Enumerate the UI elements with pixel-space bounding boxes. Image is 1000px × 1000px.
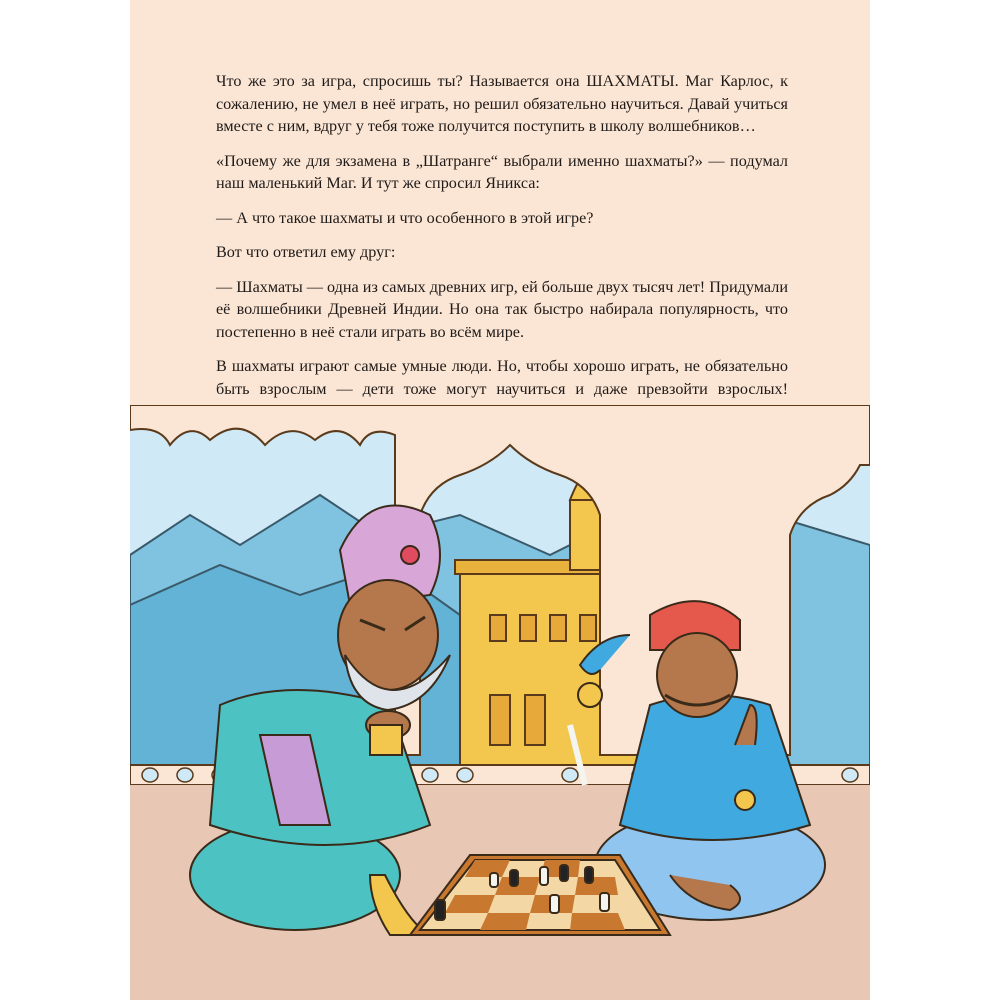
paragraph-4: Вот что ответил ему друг: [216, 243, 396, 261]
chess-players-illustration [130, 405, 870, 1000]
paragraph-2: «Почему же для экзамена в „Шатранге“ выбрали именно шахматы?» — подумал наш маленький Маг. И тут же спросил Яникса: [216, 151, 788, 192]
paragraph-5: — Шахматы — одна из самых древних игр, ей больше двух тысяч лет! Придумали её волшебники Древней Индии. Но она так быстро набирала популярность, что постепенно в неё стали играть во всём мире. [216, 277, 788, 341]
paragraph-1: Что же это за игра, спросишь ты? Называется она ШАХМАТЫ. Маг Карлос, к сожалению, не умел в неё играть, но решил обязательно научиться. Давай учиться вместе с ним, вдруг у тебя тоже получится поступить в школу волшебников… [216, 72, 788, 135]
story-text [216, 70, 788, 457]
book-page [130, 0, 870, 1000]
paragraph-6: В шахматы играют самые умные люди. Но, чтобы хорошо играть, не обязательно быть взрослым — дети тоже могут научиться и даже превзойти взрослых! [216, 357, 788, 398]
paragraph-3: — А что такое шахматы и что особенного в этой игре? [216, 208, 594, 227]
